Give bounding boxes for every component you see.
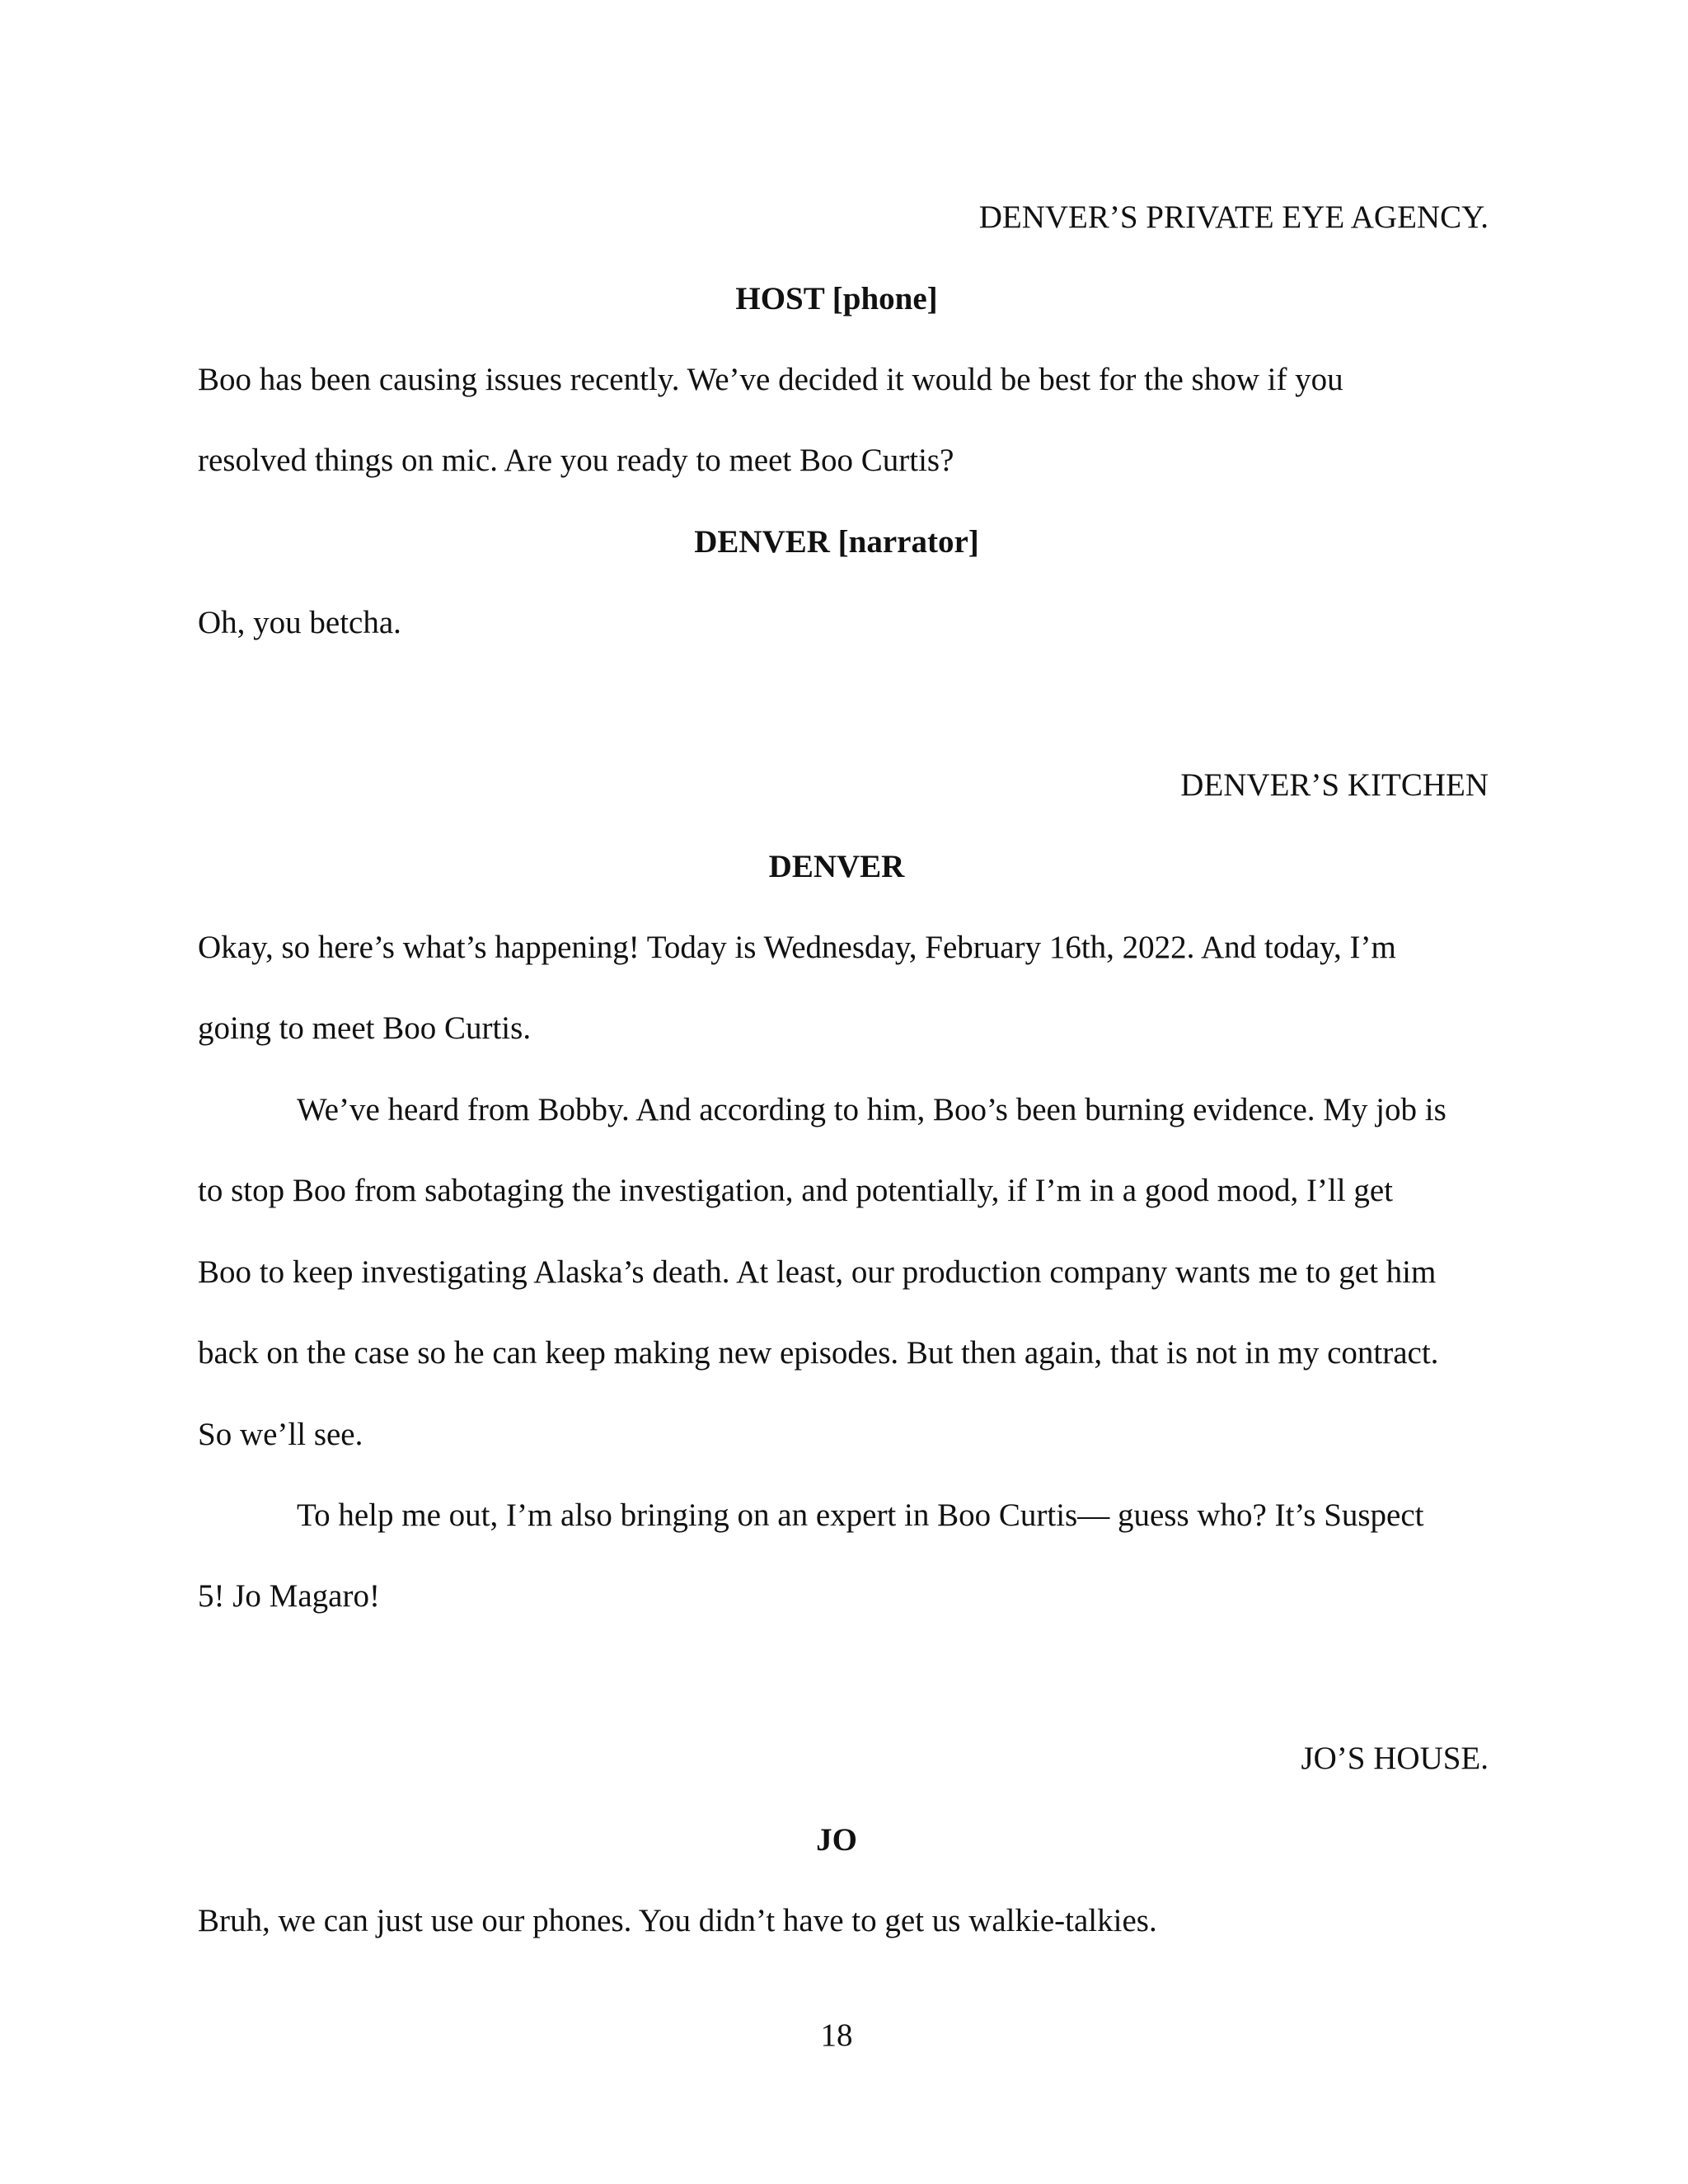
speaker-name: HOST [phone] xyxy=(735,281,938,316)
page-number: 18 xyxy=(820,2018,853,2053)
dialogue-line: 5! Jo Magaro! xyxy=(198,1578,380,1614)
speaker-name: DENVER [narrator] xyxy=(694,524,979,560)
dialogue-line: We’ve heard from Bobby. And according to him, Boo’s been burning evidence. My job is xyxy=(297,1092,1447,1127)
dialogue-line: to stop Boo from sabotaging the investigation, and potentially, if I’m in a good mood, I’ll get xyxy=(198,1173,1393,1208)
dialogue-line: back on the case so he can keep making new episodes. But then again, that is not in my contract. xyxy=(198,1335,1439,1371)
dialogue-line: Boo has been causing issues recently. We’ve decided it would be best for the show if you xyxy=(198,362,1343,397)
dialogue-line: going to meet Boo Curtis. xyxy=(198,1010,532,1046)
dialogue-line: Okay, so here’s what’s happening! Today is Wednesday, February 16th, 2022. And today, I’m xyxy=(198,930,1396,965)
scene-heading: DENVER’S KITCHEN xyxy=(1180,767,1489,803)
scene-heading: DENVER’S PRIVATE EYE AGENCY. xyxy=(978,199,1489,235)
dialogue-line: Bruh, we can just use our phones. You didn’t have to get us walkie-talkies. xyxy=(198,1903,1157,1938)
dialogue-line: Boo to keep investigating Alaska’s death. At least, our production company wants me to get him xyxy=(198,1254,1437,1290)
speaker-name: JO xyxy=(816,1822,857,1858)
dialogue-line: Oh, you betcha. xyxy=(198,605,401,640)
dialogue-line: To help me out, I’m also bringing on an expert in Boo Curtis— guess who? It’s Suspect xyxy=(297,1497,1424,1533)
dialogue-line: So we’ll see. xyxy=(198,1417,363,1452)
dialogue-line: resolved things on mic. Are you ready to meet Boo Curtis? xyxy=(198,443,954,478)
scene-heading: JO’S HOUSE. xyxy=(1301,1741,1489,1776)
speaker-name: DENVER xyxy=(768,849,905,884)
